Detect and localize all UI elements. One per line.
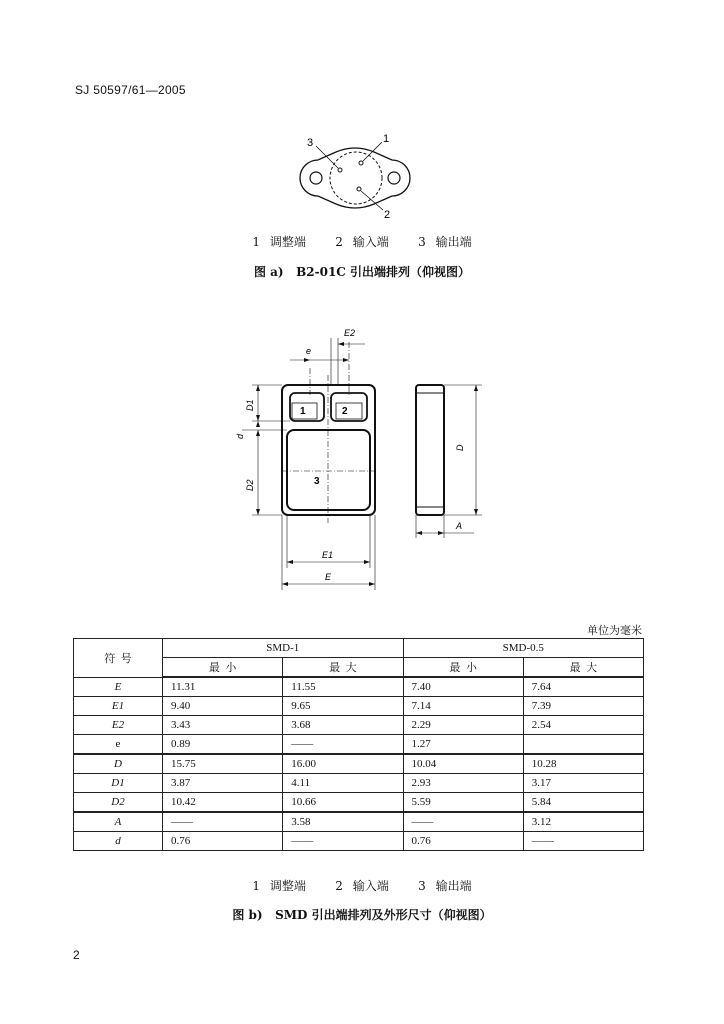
cell-value: 2.54 — [523, 716, 643, 735]
cell-value: 10.66 — [283, 793, 403, 813]
cell-value — [523, 735, 643, 755]
pin-1 — [359, 161, 363, 165]
row-symbol: A — [74, 812, 163, 832]
mount-hole-left — [310, 172, 322, 184]
dim-label-E: E — [325, 572, 332, 582]
sub-header-max: 最 大 — [283, 658, 403, 678]
cell-value: 2.93 — [403, 774, 523, 793]
cell-value: 0.76 — [403, 832, 523, 851]
cell-value: —— — [163, 812, 283, 832]
cell-value: 15.75 — [163, 754, 283, 774]
pad-1 — [290, 393, 324, 421]
dim-label-D1: D1 — [245, 399, 255, 411]
cell-value: 10.28 — [523, 754, 643, 774]
dim-label-E1: E1 — [322, 550, 334, 560]
group-header-smd-05: SMD-0.5 — [403, 639, 644, 658]
dimensions-table — [73, 638, 644, 851]
cell-value: 9.40 — [163, 697, 283, 716]
sub-header-min: 最 小 — [403, 658, 523, 678]
pad-label-3: 3 — [314, 476, 320, 487]
cell-value: 10.42 — [163, 793, 283, 813]
cell-value: 4.11 — [283, 774, 403, 793]
pin-label-3: 3 — [307, 137, 314, 149]
dim-label-d: d — [235, 433, 245, 439]
figure-a-drawing — [290, 130, 420, 225]
cell-value: 7.14 — [403, 697, 523, 716]
symbol-header: 符 号 — [74, 639, 163, 678]
figure-a-legend: 1 调整端 2 输入端 3 输出端 — [252, 235, 472, 249]
page-number: 2 — [73, 948, 80, 962]
row-symbol: E2 — [74, 716, 163, 735]
table-row — [74, 716, 644, 735]
cell-value: —— — [283, 832, 403, 851]
cell-value: —— — [523, 832, 643, 851]
cell-value: 7.40 — [403, 677, 523, 697]
table-row — [74, 735, 644, 755]
pin-label-1: 1 — [383, 133, 390, 145]
table-row — [74, 793, 644, 813]
cell-value: 3.17 — [523, 774, 643, 793]
cell-value: —— — [283, 735, 403, 755]
figure-b-drawing — [230, 320, 500, 595]
pad-3 — [287, 430, 370, 510]
sub-header-min: 最 小 — [163, 658, 283, 678]
side-view-body — [416, 385, 444, 515]
cell-value: 0.89 — [163, 735, 283, 755]
table-row — [74, 754, 644, 774]
pad-label-1: 1 — [300, 406, 306, 417]
cell-value: 3.43 — [163, 716, 283, 735]
standard-code: SJ 50597/61—2005 — [75, 83, 186, 97]
cell-value: 3.68 — [283, 716, 403, 735]
dim-label-e: e — [306, 346, 312, 356]
dim-label-D2: D2 — [245, 479, 255, 491]
dim-label-E2: E2 — [344, 328, 356, 338]
cell-value: 16.00 — [283, 754, 403, 774]
row-symbol: e — [74, 735, 163, 755]
unit-note: 单位为毫米 — [587, 624, 642, 637]
figure-a-caption: 图 a) B2-01C 引出端排列（仰视图） — [253, 265, 471, 279]
table-row — [74, 812, 644, 832]
table-row — [74, 677, 644, 697]
sub-header-max: 最 大 — [523, 658, 643, 678]
cell-value: 7.39 — [523, 697, 643, 716]
body-outline-dashed — [330, 152, 382, 204]
group-header-smd-1: SMD-1 — [163, 639, 404, 658]
dim-label-A: A — [456, 521, 463, 531]
cell-value: 0.76 — [163, 832, 283, 851]
pin-3 — [338, 168, 342, 172]
cell-value: 1.27 — [403, 735, 523, 755]
row-symbol: D2 — [74, 793, 163, 813]
mount-hole-right — [388, 172, 400, 184]
cell-value: 7.64 — [523, 677, 643, 697]
cell-value: 3.58 — [283, 812, 403, 832]
row-symbol: D — [74, 754, 163, 774]
cell-value: —— — [403, 812, 523, 832]
row-symbol: E1 — [74, 697, 163, 716]
cell-value: 2.29 — [403, 716, 523, 735]
dim-label-D: D — [455, 444, 465, 451]
cell-value: 3.87 — [163, 774, 283, 793]
row-symbol: d — [74, 832, 163, 851]
cell-value: 9.65 — [283, 697, 403, 716]
cell-value: 5.84 — [523, 793, 643, 813]
pin-2 — [357, 187, 361, 191]
table-row — [74, 774, 644, 793]
row-symbol: E — [74, 677, 163, 697]
cell-value: 5.59 — [403, 793, 523, 813]
pad-label-2: 2 — [342, 406, 348, 417]
package-outline — [300, 148, 410, 208]
figure-b-caption: 图 b) SMD 引出端排列及外形尺寸（仰视图） — [232, 908, 492, 922]
table-row — [74, 832, 644, 851]
cell-value: 11.55 — [283, 677, 403, 697]
cell-value: 11.31 — [163, 677, 283, 697]
pin-label-2: 2 — [384, 209, 391, 221]
cell-value: 3.12 — [523, 812, 643, 832]
table-row — [74, 697, 644, 716]
figure-b-legend: 1 调整端 2 输入端 3 输出端 — [252, 879, 472, 893]
smd-body — [282, 385, 375, 515]
cell-value: 10.04 — [403, 754, 523, 774]
row-symbol: D1 — [74, 774, 163, 793]
